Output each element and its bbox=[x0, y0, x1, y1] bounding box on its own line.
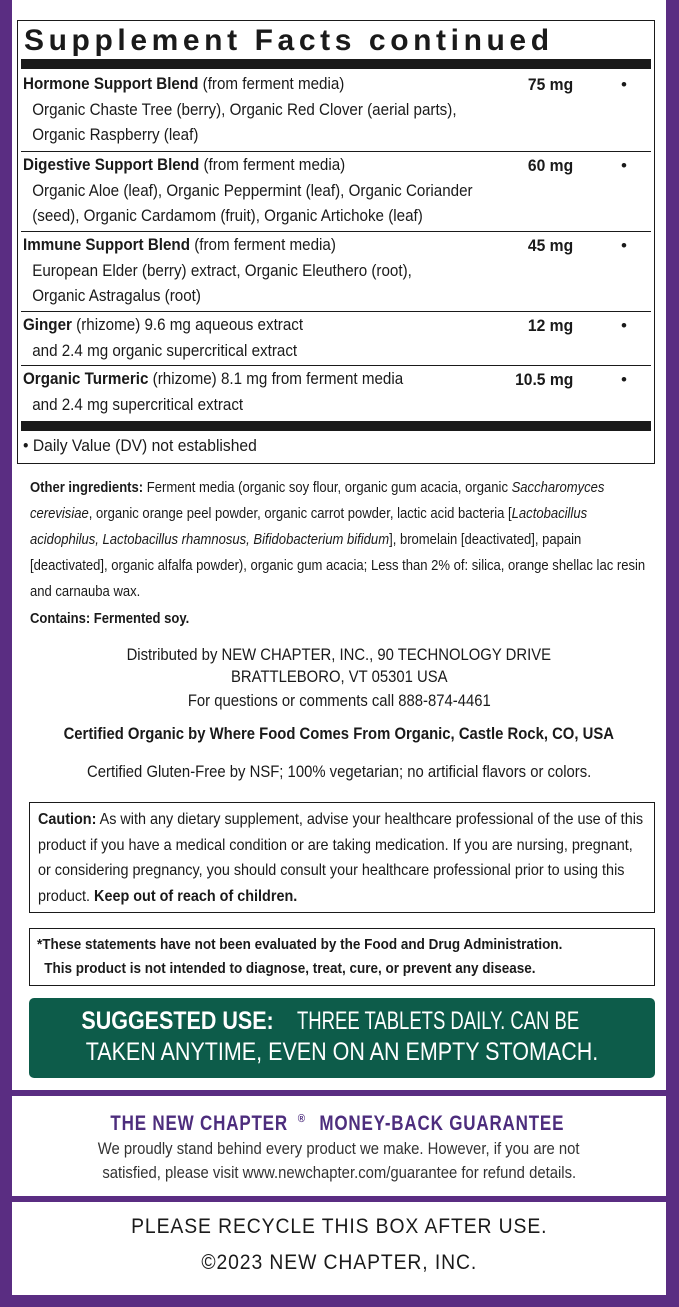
copyright-text: ©2023 NEW CHAPTER, INC. bbox=[201, 1250, 477, 1274]
row-sub-line: and 2.4 mg organic supercritical extract bbox=[32, 341, 298, 360]
row-qualifier: (rhizome) 8.1 mg from ferment media bbox=[148, 370, 404, 388]
suggested-use-line: TAKEN ANYTIME, EVEN ON AN EMPTY STOMACH. bbox=[85, 1038, 599, 1066]
row-ingredients bbox=[23, 72, 520, 149]
suggested-use-line: THREE TABLETS DAILY. CAN BE bbox=[297, 1007, 580, 1035]
row-sub-line: and 2.4 mg supercritical extract bbox=[32, 395, 244, 414]
row-name: Organic Turmeric bbox=[23, 370, 149, 388]
row-amount: 60 mg bbox=[527, 156, 573, 175]
registered-mark: ® bbox=[297, 1113, 306, 1125]
guarantee-title-text: THE NEW CHAPTER bbox=[110, 1112, 288, 1135]
fda-line: *These statements have not been evaluated by the Food and Drug Administration. bbox=[37, 936, 563, 953]
thick-divider bbox=[21, 59, 651, 69]
guarantee-title-text: MONEY-BACK GUARANTEE bbox=[319, 1112, 565, 1135]
ingredients-text: Ferment media (organic soy flour, organic gum acacia, organic bbox=[143, 480, 512, 496]
dv-footnote: • Daily Value (DV) not established bbox=[23, 436, 257, 455]
facts-row-immune bbox=[21, 232, 651, 312]
row-qualifier: (from ferment media) bbox=[199, 156, 346, 174]
row-qualifier: (from ferment media) bbox=[189, 236, 336, 254]
facts-row-digestive bbox=[21, 152, 651, 232]
other-ingredients-label: Other ingredients: bbox=[30, 480, 144, 496]
certified-organic bbox=[12, 723, 666, 745]
facts-title: Supplement Facts continued bbox=[24, 24, 554, 57]
ingredients-italic: Lactobacillus acidophilus, Lactobacillus rhamnosus, Bifidobacterium bifidum bbox=[30, 506, 588, 548]
guarantee-title bbox=[12, 1108, 666, 1136]
row-dv-marker: • bbox=[621, 370, 627, 389]
row-sub-line: Organic Raspberry (leaf) bbox=[32, 126, 199, 144]
row-name: Hormone Support Blend bbox=[23, 75, 199, 93]
guarantee-line bbox=[12, 1138, 666, 1160]
guarantee-text: satisfied, please visit www.newchapter.com/guarantee for refund details. bbox=[102, 1164, 576, 1182]
row-amount: 12 mg bbox=[527, 316, 573, 335]
row-ingredients bbox=[23, 367, 520, 418]
copyright bbox=[12, 1246, 666, 1278]
gluten-free-note bbox=[12, 761, 666, 783]
row-dv-marker: • bbox=[621, 316, 627, 335]
caution-label: Caution: bbox=[38, 811, 97, 828]
row-qualifier: (rhizome) 9.6 mg aqueous extract bbox=[71, 316, 304, 334]
thick-divider bbox=[21, 421, 651, 431]
row-sub-line: European Elder (berry) extract, Organic Eleuthero (root), bbox=[32, 261, 412, 280]
ingredients-text: , organic orange peel powder, organic carrot powder, lactic acid bacteria [ bbox=[88, 506, 512, 522]
guarantee-text: We proudly stand behind every product we make. However, if you are not bbox=[98, 1140, 580, 1158]
keep-out-warning: Keep out of reach of children. bbox=[94, 887, 298, 905]
distributor-line bbox=[12, 666, 666, 688]
contact-text: For questions or comments call 888-874-4461 bbox=[187, 692, 491, 710]
ingredients-italic: Saccharomyces cerevisiae bbox=[30, 480, 605, 522]
recycle-text: PLEASE RECYCLE THIS BOX AFTER USE. bbox=[130, 1214, 548, 1238]
contact-line bbox=[12, 690, 666, 712]
gluten-text: Certified Gluten-Free by NSF; 100% vegetarian; no artificial flavors or colors. bbox=[86, 763, 592, 781]
certified-text: Certified Organic by Where Food Comes From Organic, Castle Rock, CO, USA bbox=[63, 725, 615, 743]
distributor-text: BRATTLEBORO, VT 05301 USA bbox=[230, 668, 448, 686]
caution-body: As with any dietary supplement, advise your healthcare professional of the use of this product if you have a medical condition or are taking medication. If you are nursing, pregnant, or considering pregnancy, you should consult your healthcare professional prior to using this product. bbox=[38, 811, 644, 905]
facts-row-turmeric bbox=[21, 366, 651, 420]
row-name: Immune Support Blend bbox=[23, 236, 190, 254]
row-name: Digestive Support Blend bbox=[23, 156, 200, 174]
row-amount: 45 mg bbox=[527, 236, 573, 255]
row-ingredients bbox=[23, 233, 520, 310]
fda-disclaimer-box bbox=[29, 928, 655, 986]
suggested-use-banner bbox=[29, 998, 655, 1078]
row-ingredients bbox=[23, 313, 520, 364]
distributor-text: Distributed by NEW CHAPTER, INC., 90 TECHNOLOGY DRIVE bbox=[126, 646, 552, 664]
row-sub-line: (seed), Organic Cardamom (fruit), Organic Artichoke (leaf) bbox=[32, 207, 423, 225]
distributor-line bbox=[12, 644, 666, 666]
row-ingredients bbox=[23, 153, 520, 230]
facts-row-hormone bbox=[21, 71, 651, 152]
fda-line: This product is not intended to diagnose, treat, cure, or prevent any disease. bbox=[44, 960, 536, 977]
row-sub-line: Organic Aloe (leaf), Organic Peppermint (leaf), Organic Coriander bbox=[32, 181, 473, 200]
fda-disclaimer bbox=[37, 933, 649, 981]
row-name: Ginger bbox=[23, 316, 72, 334]
row-dv-marker: • bbox=[621, 75, 627, 94]
row-sub-line: Organic Chaste Tree (berry), Organic Red Clover (aerial parts), bbox=[32, 100, 457, 119]
recycle-notice bbox=[12, 1210, 666, 1242]
suggested-use-label: SUGGESTED USE: bbox=[81, 1007, 275, 1035]
row-amount: 10.5 mg bbox=[514, 370, 573, 389]
row-amount: 75 mg bbox=[527, 75, 573, 94]
guarantee-line bbox=[12, 1162, 666, 1184]
row-sub-line: Organic Astragalus (root) bbox=[32, 287, 201, 305]
row-dv-marker: • bbox=[621, 236, 627, 255]
ingredients-text: ], bromelain [deactivated], papain [deactivated], organic alfalfa powder), organic gum acacia; Less than 2% of: silica, orange shellac lac resin and carnauba wax. bbox=[30, 532, 646, 600]
caution-text bbox=[38, 807, 646, 909]
other-ingredients bbox=[30, 475, 647, 605]
supplement-facts-panel bbox=[17, 20, 655, 464]
caution-box bbox=[29, 802, 655, 913]
purple-divider bbox=[12, 1196, 666, 1202]
row-dv-marker: • bbox=[621, 156, 627, 175]
contains-allergen: Contains: Fermented soy. bbox=[30, 611, 190, 627]
suggested-use-text bbox=[29, 1006, 655, 1068]
row-qualifier: (from ferment media) bbox=[198, 75, 345, 93]
purple-divider bbox=[12, 1090, 666, 1096]
facts-row-ginger bbox=[21, 312, 651, 366]
